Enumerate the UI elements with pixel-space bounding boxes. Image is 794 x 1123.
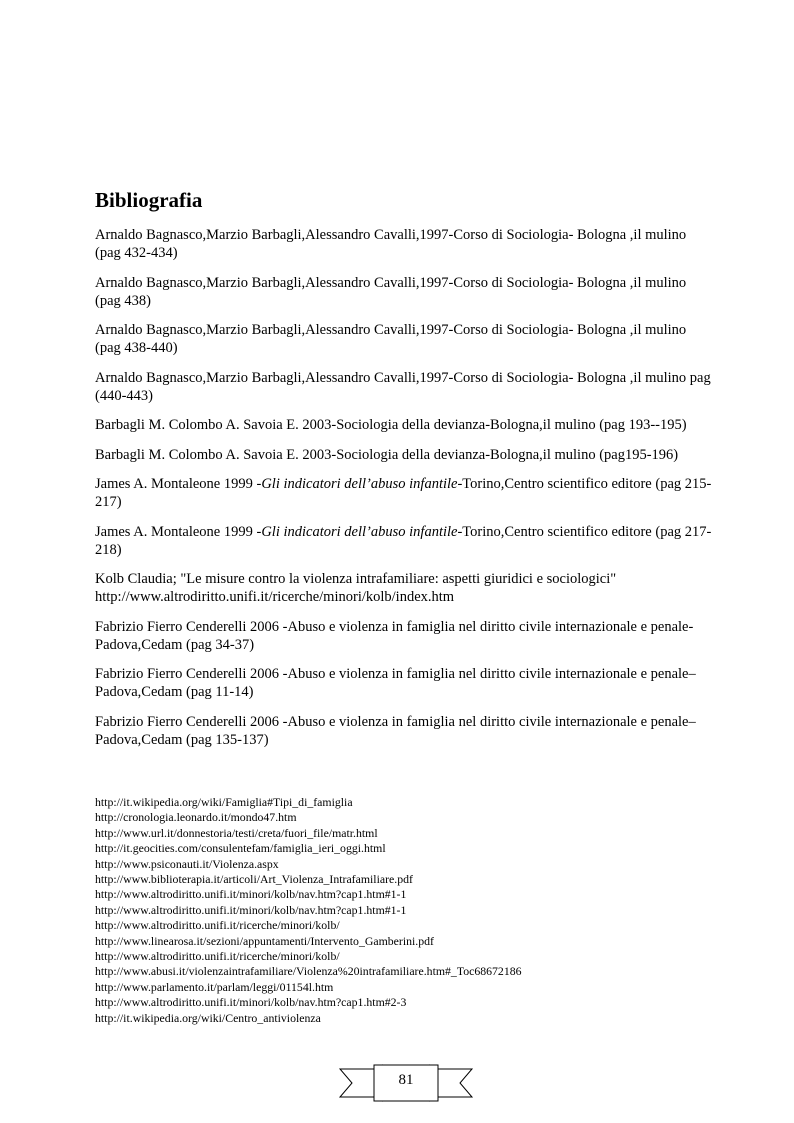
web-source-link[interactable]: http://cronologia.leonardo.it/mondo47.htm [95, 810, 297, 825]
reference-item: Fabrizio Fierro Cenderelli 2006 -Abuso e violenza in famiglia nel diritto civile internazionale e penale–Padova,Cedam (pag 135-137) [95, 713, 696, 748]
web-source-link[interactable]: http://www.altrodiritto.unifi.it/ricerche/minori/kolb/ [95, 949, 340, 964]
web-source-link[interactable]: http://www.altrodiritto.unifi.it/ricerche/minori/kolb/ [95, 918, 340, 933]
web-source-link[interactable]: http://www.psiconauti.it/Violenza.aspx [95, 856, 279, 871]
web-source-link[interactable]: http://www.altrodiritto.unifi.it/minori/kolb/nav.htm?cap1.htm#2-3 [95, 995, 407, 1010]
page-title: Bibliografia [95, 188, 203, 212]
page-number-ribbon [338, 1063, 474, 1103]
web-source-link[interactable]: http://www.altrodiritto.unifi.it/minori/kolb/nav.htm?cap1.htm#1-1 [95, 887, 407, 902]
reference-item: Fabrizio Fierro Cenderelli 2006 -Abuso e violenza in famiglia nel diritto civile internazionale e penale-Padova,Cedam (pag 34-37) [95, 618, 694, 653]
reference-item: Kolb Claudia; "Le misure contro la violenza intrafamiliare: aspetti giuridici e sociologici" http://www.altrodiritto.unifi.it/ricerche/minori/kolb/index.htm [95, 571, 617, 605]
web-source-link[interactable]: http://www.altrodiritto.unifi.it/minori/kolb/nav.htm?cap1.htm#1-1 [95, 902, 407, 917]
web-source-link[interactable]: http://www.biblioterapia.it/articoli/Art_Violenza_Intrafamiliare.pdf [95, 872, 413, 887]
page-number: 81 [398, 1072, 414, 1088]
reference-item: Barbagli M. Colombo A. Savoia E. 2003-Sociologia della devianza-Bologna,il mulino (pag195-196) [95, 446, 679, 463]
reference-item: James A. Montaleone 1999 -Gli indicatori dell’abuso infantile-Torino,Centro scientifico editore (pag 215-217) [95, 476, 712, 510]
web-source-link[interactable]: http://www.linearosa.it/sezioni/appuntamenti/Intervento_Gamberini.pdf [95, 933, 434, 948]
reference-item: Arnaldo Bagnasco,Marzio Barbagli,Alessandro Cavalli,1997-Corso di Sociologia- Bologna ,il mulino (pag 432-434) [95, 227, 687, 261]
web-source-link[interactable]: http://it.wikipedia.org/wiki/Famiglia#Tipi_di_famiglia [95, 795, 353, 809]
reference-item: James A. Montaleone 1999 -Gli indicatori dell’abuso infantile-Torino,Centro scientifico editore (pag 217- 218) [95, 523, 712, 558]
reference-list [95, 226, 715, 760]
web-source-link[interactable]: http://www.parlamento.it/parlam/leggi/01154l.htm [95, 979, 334, 994]
reference-item: Fabrizio Fierro Cenderelli 2006 -Abuso e violenza in famiglia nel diritto civile internazionale e penale–Padova,Cedam (pag 11-14) [95, 666, 696, 700]
web-source-link[interactable]: http://it.geocities.com/consulentefam/famiglia_ieri_oggi.html [95, 841, 386, 856]
web-source-link[interactable]: http://it.wikipedia.org/wiki/Centro_antiviolenza [95, 1010, 321, 1025]
reference-item: Barbagli M. Colombo A. Savoia E. 2003-Sociologia della devianza-Bologna,il mulino (pag 193--195) [95, 417, 687, 433]
web-source-link[interactable]: http://www.abusi.it/violenzaintrafamiliare/Violenza%20intrafamiliare.htm#_Toc68672186 [95, 964, 522, 979]
reference-item: Arnaldo Bagnasco,Marzio Barbagli,Alessandro Cavalli,1997-Corso di Sociologia- Bologna ,il mulino (pag 438-440) [95, 322, 687, 356]
reference-item: Arnaldo Bagnasco,Marzio Barbagli,Alessandro Cavalli,1997-Corso di Sociologia- Bologna ,il mulino pag (440-443) [95, 369, 711, 404]
web-source-link[interactable]: http://www.url.it/donnestoria/testi/creta/fuori_file/matr.html [95, 825, 378, 840]
web-sources-list [95, 795, 695, 1026]
reference-item: Arnaldo Bagnasco,Marzio Barbagli,Alessandro Cavalli,1997-Corso di Sociologia- Bologna ,il mulino (pag 438) [95, 274, 687, 309]
